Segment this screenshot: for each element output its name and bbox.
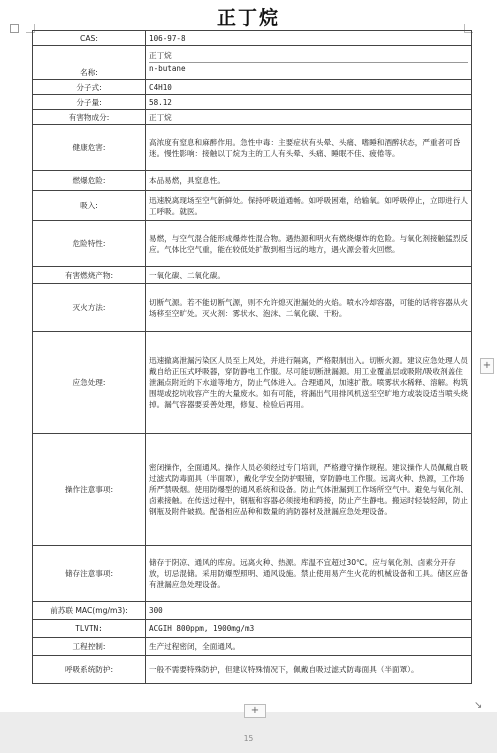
row-key: 分子量: bbox=[33, 95, 146, 110]
row-value: 本品易燃，具窒息性。 bbox=[146, 171, 472, 191]
table-row bbox=[33, 434, 472, 546]
row-value: 迅速脱离现场至空气新鲜处。保持呼吸道通畅。如呼吸困难，给输氧。如呼吸停止，立即进行人工呼吸。就医。 bbox=[146, 191, 472, 221]
table-row bbox=[33, 602, 472, 620]
table-row bbox=[33, 284, 472, 332]
row-value: 一氧化碳、二氧化碳。 bbox=[146, 267, 472, 284]
row-value: 高浓度有窒息和麻醉作用。急性中毒：主要症状有头晕、头痛、嗜睡和酒醉状态，严重者可昏迷。慢性影响：接触以丁烷为主的工人有头晕、头痛、睡眠不佳、疲倦等。 bbox=[146, 125, 472, 171]
msds-table bbox=[32, 30, 472, 684]
table-row bbox=[33, 95, 472, 110]
row-key: CAS: bbox=[33, 31, 146, 46]
row-value: 58.12 bbox=[146, 95, 472, 110]
row-key: 有害物成分: bbox=[33, 110, 146, 125]
table-row bbox=[33, 31, 472, 46]
table-row bbox=[33, 191, 472, 221]
row-key: 灭火方法: bbox=[33, 284, 146, 332]
row-value: 密闭操作，全面通风。操作人员必须经过专门培训，严格遵守操作规程。建议操作人员佩戴自吸过滤式防毒面具（半面罩），戴化学安全防护眼镜，穿防静电工作服。远离火种、热源，工作场所严禁吸烟。使用防爆型的通风系统和设备。防止气体泄漏到工作场所空气中。避免与氧化剂、卤素接触。在传送过程中，钢瓶和容器必须接地和跨接，防止产生静电。搬运时轻装轻卸，防止钢瓶及附件破损。配备相应品种和数量的消防器材及泄漏应急处理设备。 bbox=[146, 434, 472, 546]
row-key: TLVTN: bbox=[33, 620, 146, 638]
table-row bbox=[33, 332, 472, 434]
row-key: 前苏联 MAC(mg/m3): bbox=[33, 602, 146, 620]
row-value: 一般不需要特殊防护，但建议特殊情况下，佩戴自吸过滤式防毒面具（半面罩）。 bbox=[146, 656, 472, 684]
table-move-handle-icon[interactable] bbox=[10, 24, 19, 33]
row-value: 300 bbox=[146, 602, 472, 620]
row-value: 切断气源。若不能切断气源，则不允许熄灭泄漏处的火焰。喷水冷却容器，可能的话将容器从火场移至空旷处。灭火剂：雾状水、泡沫、二氧化碳、干粉。 bbox=[146, 284, 472, 332]
row-value: ACGIH 800ppm, 1900mg/m3 bbox=[146, 620, 472, 638]
table-resize-icon[interactable]: ↘ bbox=[474, 700, 483, 711]
row-value: C4H10 bbox=[146, 80, 472, 95]
row-key: 有害燃烧产物: bbox=[33, 267, 146, 284]
row-value: 正丁烷 bbox=[146, 110, 472, 125]
table-row bbox=[33, 638, 472, 656]
table-row bbox=[33, 620, 472, 638]
row-key: 分子式: bbox=[33, 80, 146, 95]
row-key: 健康危害: bbox=[33, 125, 146, 171]
row-key: 呼吸系统防护: bbox=[33, 656, 146, 684]
row-key: 吸入: bbox=[33, 191, 146, 221]
name-en: n-butane bbox=[149, 64, 186, 73]
table-row bbox=[33, 171, 472, 191]
row-value: 生产过程密闭，全面通风。 bbox=[146, 638, 472, 656]
row-key: 燃爆危险: bbox=[33, 171, 146, 191]
add-row-button[interactable]: + bbox=[244, 704, 266, 718]
row-key: 危险特性: bbox=[33, 221, 146, 267]
name-cn: 正丁烷 bbox=[149, 50, 468, 63]
row-value: 迅速撤离泄漏污染区人员至上风处，并进行隔离，严格限制出入。切断火源。建议应急处理人员戴自给正压式呼吸器，穿防静电工作服。尽可能切断泄漏源。用工业覆盖层或吸附/吸收剂盖住泄漏点附近的下水道等地方，防止气体进入。合理通风，加速扩散。喷雾状水稀释、溶解。构筑围堤或挖坑收容产生的大量废水。如有可能，将漏出气用排风机送至空旷地方或装设适当喷头烧掉。漏气容器要妥善处理，修复、检验后再用。 bbox=[146, 332, 472, 434]
table-row bbox=[33, 546, 472, 602]
table-row bbox=[33, 46, 472, 80]
page-number: 15 bbox=[243, 734, 254, 743]
row-key: 名称: bbox=[33, 46, 146, 80]
row-key: 储存注意事项: bbox=[33, 546, 146, 602]
row-value: 106-97-8 bbox=[146, 31, 472, 46]
table-row bbox=[33, 110, 472, 125]
table-row bbox=[33, 80, 472, 95]
row-value: 易燃，与空气混合能形成爆炸性混合物。遇热源和明火有燃烧爆炸的危险。与氧化剂接触猛烈反应。气体比空气重，能在较低处扩散到相当远的地方，遇火源会着火回燃。 bbox=[146, 221, 472, 267]
table-row bbox=[33, 221, 472, 267]
page-title: 正丁烷 bbox=[216, 7, 280, 29]
table-row bbox=[33, 125, 472, 171]
add-column-button[interactable]: + bbox=[480, 358, 494, 374]
table-row bbox=[33, 656, 472, 684]
row-key: 工程控制: bbox=[33, 638, 146, 656]
row-key: 操作注意事项: bbox=[33, 434, 146, 546]
row-value: 储存于阴凉、通风的库房。远离火种、热源。库温不宜超过30℃。应与氧化剂、卤素分开存放，切忌混储。采用防爆型照明、通风设施。禁止使用易产生火花的机械设备和工具。储区应备有泄漏应急处理设备。 bbox=[146, 546, 472, 602]
row-key: 应急处理: bbox=[33, 332, 146, 434]
table-row bbox=[33, 267, 472, 284]
row-value bbox=[146, 46, 472, 80]
